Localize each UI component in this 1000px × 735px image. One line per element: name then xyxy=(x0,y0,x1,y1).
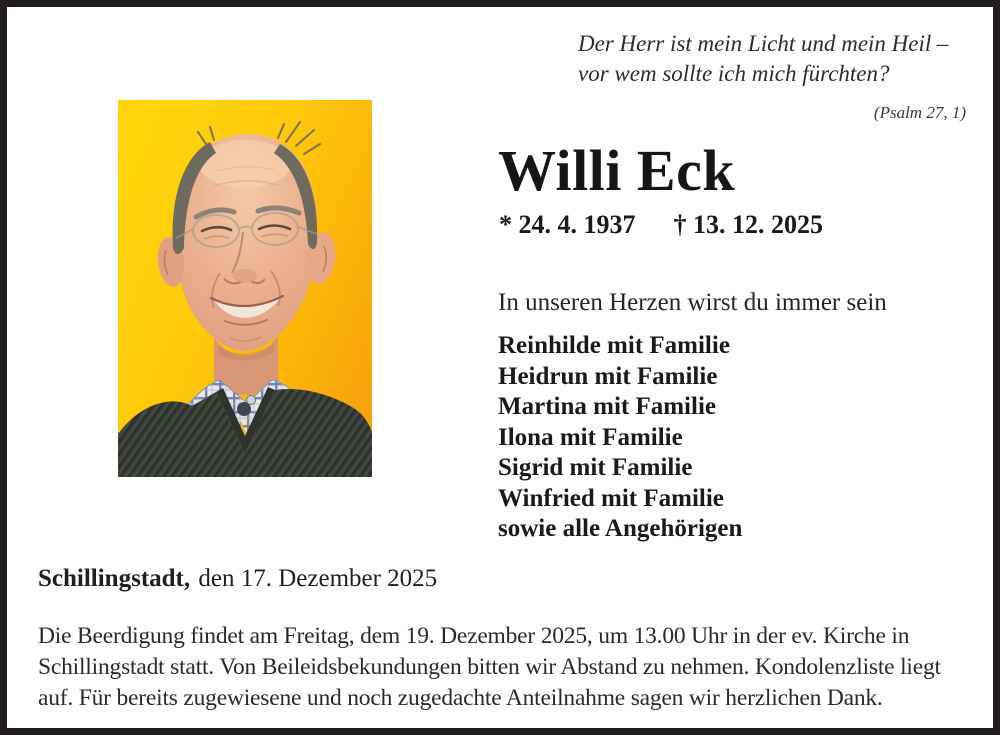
funeral-line: auf. Für bereits zugewiesene und noch zugedachte Anteilnahme sagen wir herzlichen Dank. xyxy=(38,685,883,711)
life-dates xyxy=(499,210,823,240)
mourner-line: Sigrid mit Familie xyxy=(498,454,693,481)
mourner-line: Heidrun mit Familie xyxy=(498,362,718,390)
mourners-list xyxy=(498,331,742,545)
mourner-line: Winfried mit Familie xyxy=(498,484,724,512)
dateline-place: Schillingstadt, xyxy=(38,565,191,592)
death-date: † 13. 12. 2025 xyxy=(673,210,823,239)
funeral-line: Die Beerdigung findet am Freitag, dem 19. Dezember 2025, um 13.00 Uhr in der ev. Kirche in xyxy=(38,623,910,649)
portrait-photo-image xyxy=(118,100,372,477)
mourner-line: Reinhilde mit Familie xyxy=(498,332,730,359)
funeral-line: Schillingstadt statt. Von Beileidsbekundungen bitten wir Abstand zu nehmen. Kondolenzliste liegt xyxy=(38,654,941,680)
quote-line-1: Der Herr ist mein Licht und mein Heil – xyxy=(578,31,949,56)
quote-reference: (Psalm 27, 1) xyxy=(873,103,966,122)
mourner-line: Martina mit Familie xyxy=(498,393,716,420)
dateline xyxy=(38,565,437,593)
dateline-date: den 17. Dezember 2025 xyxy=(198,565,438,592)
quote-line-2: vor wem sollte ich mich fürchten? xyxy=(578,61,890,86)
birth-date: * 24. 4. 1937 xyxy=(499,210,636,239)
portrait-photo xyxy=(118,100,372,477)
mourner-line: Ilona mit Familie xyxy=(498,423,683,451)
mourner-line: sowie alle Angehörigen xyxy=(498,515,743,542)
funeral-announcement xyxy=(38,621,968,714)
deceased-name: Willi Eck xyxy=(498,138,736,203)
dedication-line: In unseren Herzen wirst du immer sein xyxy=(498,289,887,316)
scripture-quote xyxy=(578,29,968,128)
